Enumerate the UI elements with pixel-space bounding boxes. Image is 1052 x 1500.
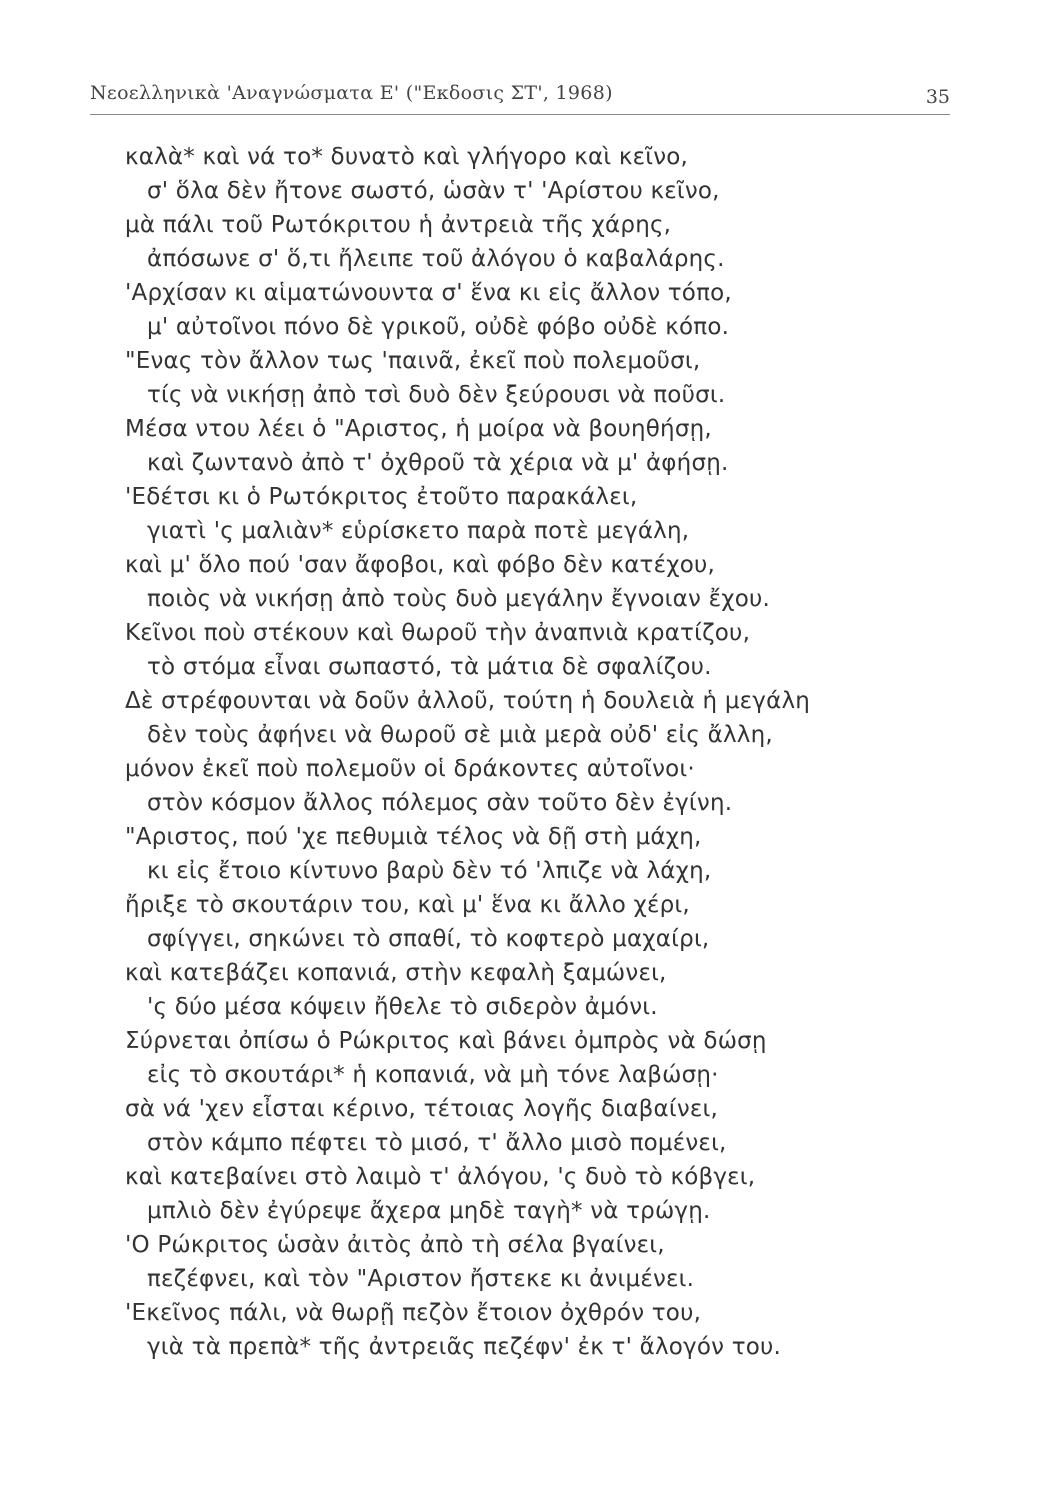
verse-line: 'ς δύο μέσα κόψειν ἤθελε τὸ σιδερὸν ἀμόνι. (147, 994, 658, 1020)
verse-line: καὶ ζωντανὸ ἀπὸ τ' ὀχθροῦ τὰ χέρια νὰ μ' ἀφήσῃ. (147, 450, 729, 476)
poem-text (125, 140, 865, 1364)
verse-line: 'Εδέτσι κι ὁ Ρωτόκριτος ἐτοῦτο παρακάλει, (125, 484, 638, 510)
verse-line: 'Εκεῖνος πάλι, νὰ θωρῇ πεζὸν ἔτοιον ὀχθρόν του, (125, 1300, 702, 1326)
verse-line: καὶ κατεβάζει κοπανιά, στὴν κεφαλὴ ξαμώνει, (125, 960, 667, 986)
verse-line: Δὲ στρέφουνται νὰ δοῦν ἀλλοῦ, τούτη ἡ δουλειὰ ἡ μεγάλη (125, 688, 811, 714)
verse-line: εἰς τὸ σκουτάρι* ἡ κοπανιά, νὰ μὴ τόνε λαβώσῃ· (147, 1062, 719, 1088)
verse-line: Μέσα ντου λέει ὁ "Αριστος, ἡ μοίρα νὰ βουηθήσῃ, (125, 416, 712, 442)
verse-line: σ' ὅλα δὲν ἤτονε σωστό, ὡσὰν τ' 'Αρίστου κεῖνο, (147, 178, 720, 204)
verse-line: "Αριστος, πού 'χε πεθυμιὰ τέλος νὰ δῇ στὴ μάχη, (125, 824, 702, 850)
verse-line: ἀπόσωνε σ' ὅ,τι ἤλειπε τοῦ ἀλόγου ὁ καβαλάρης. (147, 246, 725, 272)
verse-line: 'Ο Ρώκριτος ὡσὰν ἀιτὸς ἀπὸ τὴ σέλα βγαίνει, (125, 1232, 665, 1258)
verse-line: καλὰ* καὶ νά το* δυνατὸ καὶ γλήγορο καὶ κεῖνο, (125, 144, 689, 170)
verse-line: 'Αρχίσαν κι αἱματώνουντα σ' ἕνα κι εἰς ἄλλον τόπο, (125, 280, 732, 306)
verse-line: μόνον ἐκεῖ ποὺ πολεμοῦν οἱ δράκοντες αὐτοῖνοι· (125, 756, 695, 782)
verse-line: πεζέφνει, καὶ τὸν "Αριστον ἤστεκε κι ἀνιμένει. (147, 1266, 695, 1292)
verse-line: κι εἰς ἔτοιο κίντυνο βαρὺ δὲν τό 'λπιζε νὰ λάχη, (147, 858, 712, 884)
verse-line: στὸν κόσμον ἄλλος πόλεμος σὰν τοῦτο δὲν ἐγίνη. (147, 790, 733, 816)
verse-line: Κεῖνοι ποὺ στέκουν καὶ θωροῦ τὴν ἀναπνιὰ κρατίζου, (125, 620, 751, 646)
verse-line: Σύρνεται ὀπίσω ὁ Ρώκριτος καὶ βάνει ὀμπρὸς νὰ δώσῃ (125, 1028, 767, 1054)
header-rule (90, 114, 950, 115)
verse-line: δὲν τοὺς ἀφήνει νὰ θωροῦ σὲ μιὰ μερὰ οὐδ' εἰς ἄλλη, (147, 722, 773, 748)
verse-line: τίς νὰ νικήσῃ ἀπὸ τσὶ δυὸ δὲν ξεύρουσι νὰ ποῦσι. (147, 382, 726, 408)
verse-line: τὸ στόμα εἶναι σωπαστό, τὰ μάτια δὲ σφαλίζου. (147, 654, 712, 680)
verse-line: γιὰ τὰ πρεπὰ* τῆς ἀντρειᾶς πεζέφν' ἐκ τ' ἄλογόν του. (147, 1334, 782, 1360)
verse-line: γιατὶ 'ς μαλιὰν* εὑρίσκετο παρὰ ποτὲ μεγάλη, (147, 518, 690, 544)
verse-line: ἤριξε τὸ σκουτάριν του, καὶ μ' ἕνα κι ἄλλο χέρι, (125, 892, 690, 918)
verse-line: "Ενας τὸν ἄλλον τως 'παινᾶ, ἐκεῖ ποὺ πολεμοῦσι, (125, 348, 701, 374)
verse-line: μπλιὸ δὲν ἐγύρεψε ἄχερα μηδὲ ταγὴ* νὰ τρώγῃ. (147, 1198, 711, 1224)
verse-line: ποιὸς νὰ νικήσῃ ἀπὸ τοὺς δυὸ μεγάλην ἔγνοιαν ἔχου. (147, 586, 770, 612)
verse-line: σὰ νά 'χεν εἶσται κέρινο, τέτοιας λογῆς διαβαίνει, (125, 1096, 719, 1122)
verse-line: σφίγγει, σηκώνει τὸ σπαθί, τὸ κοφτερὸ μαχαίρι, (147, 926, 710, 952)
page-number: 35 (925, 86, 950, 108)
verse-line: στὸν κάμπο πέφτει τὸ μισό, τ' ἄλλο μισὸ πομένει, (147, 1130, 727, 1156)
running-title: Νεοελληνικὰ 'Αναγνώσματα Ε' ("Εκδοσις ΣΤ', 1968) (90, 82, 613, 104)
verse-line: μὰ πάλι τοῦ Ρωτόκριτου ἡ ἀντρειὰ τῆς χάρης, (125, 212, 672, 238)
verse-line: καὶ κατεβαίνει στὸ λαιμὸ τ' ἀλόγου, 'ς δυὸ τὸ κόβγει, (125, 1164, 756, 1190)
verse-line: καὶ μ' ὅλο πού 'σαν ἄφοβοι, καὶ φόβο δὲν κατέχου, (125, 552, 716, 578)
running-header (90, 82, 950, 112)
verse-line: μ' αὐτοῖνοι πόνο δὲ γρικοῦ, οὐδὲ φόβο οὐδὲ κόπο. (147, 314, 730, 340)
